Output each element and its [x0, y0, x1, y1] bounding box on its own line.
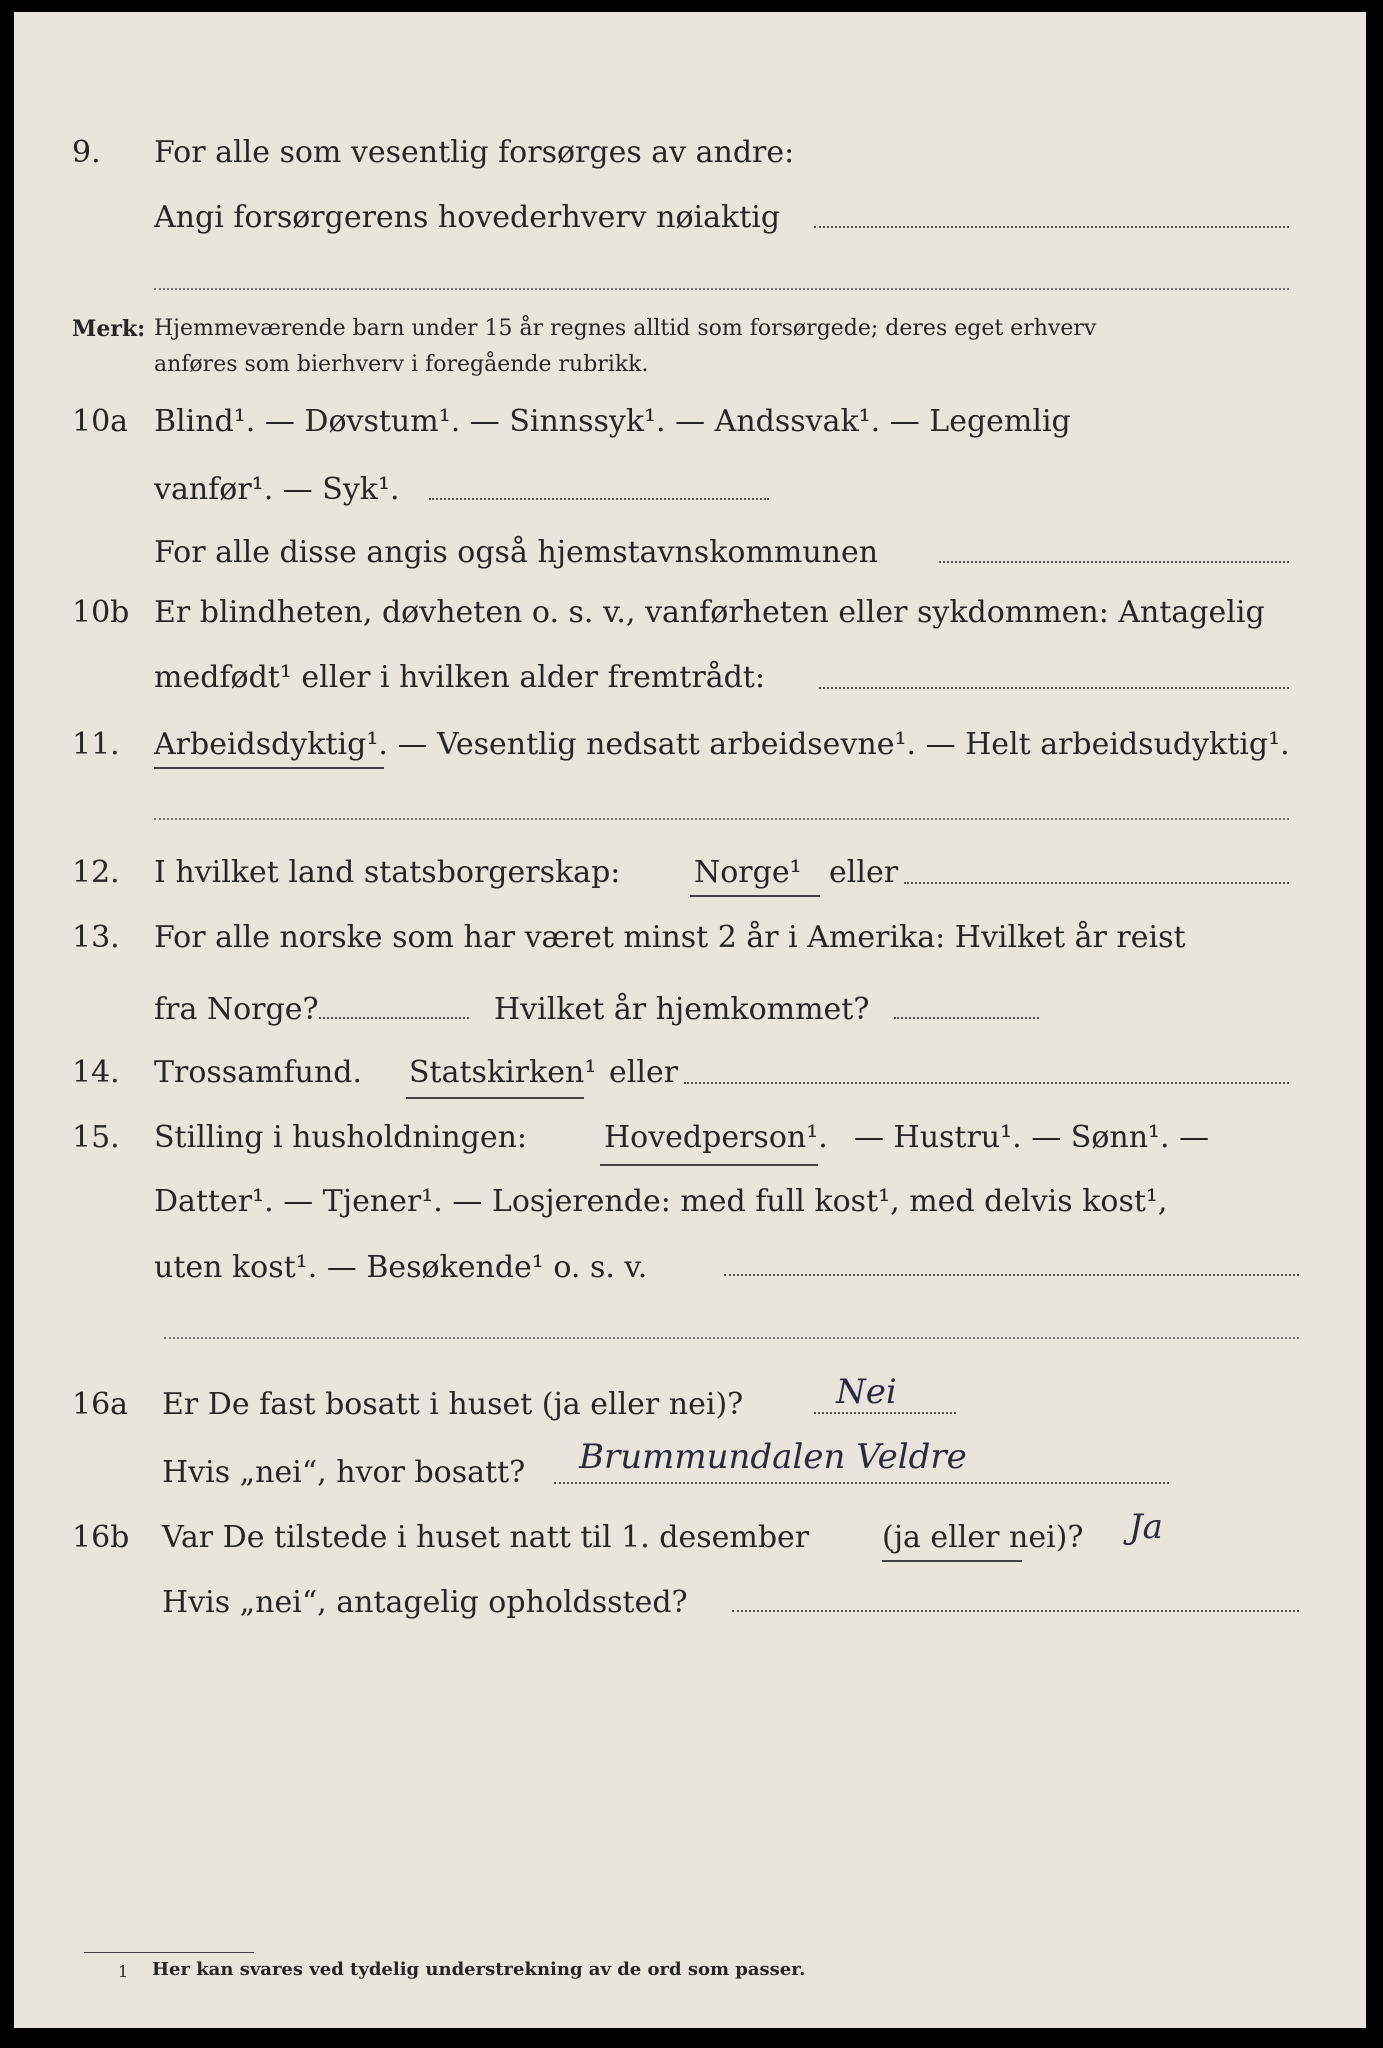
- q10b-number: 10b: [72, 595, 130, 630]
- q16b-line1a: Var De tilstede i huset natt til 1. desember: [162, 1520, 810, 1555]
- footnote-number: 1: [118, 1962, 129, 1981]
- q10a-number: 10a: [72, 404, 129, 439]
- q14-other-field[interactable]: [684, 1082, 1289, 1084]
- q10a-syk-field[interactable]: [429, 498, 769, 500]
- q12-line1: I hvilket land statsborgerskap:: [154, 855, 621, 890]
- q16b-opholdssted-field[interactable]: [732, 1610, 1299, 1612]
- q9-line2: Angi forsørgerens hovederhverv nøiaktig: [154, 200, 781, 235]
- q13-line2b: Hvilket år hjemkommet?: [494, 992, 870, 1027]
- q13-hjemkommet-field[interactable]: [894, 1017, 1039, 1019]
- q15-line1a: Stilling i husholdningen:: [154, 1120, 528, 1155]
- q10b-line2: medfødt¹ eller i hvilken alder fremtrådt:: [154, 660, 765, 695]
- q11-underline-arbeidsdyktig: [154, 767, 384, 769]
- q9-answer-field[interactable]: [814, 226, 1289, 228]
- q11-blank-line[interactable]: [154, 818, 1289, 820]
- q13-reist-field[interactable]: [319, 1017, 469, 1019]
- q15-blank-line[interactable]: [164, 1337, 1299, 1339]
- q13-line1: For alle norske som har været minst 2 år i Amerika: Hvilket år reist: [154, 920, 1186, 955]
- q15-underline-hovedperson: [600, 1164, 818, 1166]
- q15-number: 15.: [72, 1120, 120, 1155]
- q16b-underline-ja-eller: [882, 1560, 1022, 1562]
- q16a-answer2-field[interactable]: [554, 1482, 1169, 1484]
- q10a-line3: For alle disse angis også hjemstavnskommunen: [154, 535, 879, 570]
- q9-number: 9.: [72, 135, 101, 170]
- q12-tail: eller: [829, 855, 899, 890]
- q16a-line2: Hvis „nei“, hvor bosatt?: [162, 1455, 526, 1490]
- q16a-line1: Er De fast bosatt i huset (ja eller nei)?: [162, 1387, 744, 1422]
- q16b-number: 16b: [72, 1520, 130, 1555]
- q12-number: 12.: [72, 855, 120, 890]
- q9-blank-line[interactable]: [154, 288, 1289, 290]
- q16a-answer-nei: Nei: [836, 1372, 897, 1412]
- q16a-number: 16a: [72, 1387, 129, 1422]
- q16a-answer-bosatt: Brummundalen Veldre: [579, 1437, 967, 1477]
- q12-option-norge: Norge¹: [694, 855, 802, 890]
- q12-underline-norge: [690, 895, 820, 897]
- q14-label: Trossamfund.: [154, 1055, 363, 1090]
- footnote-separator: [84, 1952, 254, 1953]
- q10a-line2: vanfør¹. — Syk¹.: [154, 472, 400, 507]
- q10b-alder-field[interactable]: [819, 687, 1289, 689]
- q11-line1: Arbeidsdyktig¹. — Vesentlig nedsatt arbeidsevne¹. — Helt arbeidsudyktig¹.: [154, 727, 1290, 762]
- q15-option-hovedperson: Hovedperson¹.: [604, 1120, 828, 1155]
- merk-label: Merk:: [72, 316, 146, 342]
- q13-line2a: fra Norge?: [154, 992, 319, 1027]
- q16a-answer1-field[interactable]: [814, 1412, 956, 1414]
- q14-number: 14.: [72, 1055, 120, 1090]
- q9-line1: For alle som vesentlig forsørges av andre:: [154, 135, 795, 170]
- footnote-text: Her kan svares ved tydelig understrekning av de ord som passer.: [152, 1959, 806, 1980]
- q10a-kommune-field[interactable]: [939, 561, 1289, 563]
- q14-option-statskirken: Statskirken¹: [409, 1055, 597, 1090]
- merk-line2: anføres som bierhverv i foregående rubrikk.: [154, 352, 649, 377]
- q15-answer-field[interactable]: [724, 1274, 1299, 1276]
- q10b-line1: Er blindheten, døvheten o. s. v., vanførheten eller sykdommen: Antagelig: [154, 595, 1265, 630]
- merk-line1: Hjemmeværende barn under 15 år regnes alltid som forsørgede; deres eget erhverv: [154, 316, 1097, 341]
- q11-number: 11.: [72, 727, 120, 762]
- q14-underline-statskirken: [406, 1097, 584, 1099]
- q13-number: 13.: [72, 920, 120, 955]
- census-form-page: [14, 12, 1366, 2028]
- q14-tail: eller: [609, 1055, 679, 1090]
- q15-line2: Datter¹. — Tjener¹. — Losjerende: med full kost¹, med delvis kost¹,: [154, 1184, 1168, 1219]
- q15-line1c: — Hustru¹. — Sønn¹. —: [854, 1120, 1210, 1155]
- q16b-line1b: (ja eller nei)?: [882, 1520, 1084, 1555]
- q12-other-field[interactable]: [904, 882, 1289, 884]
- q10a-line1: Blind¹. — Døvstum¹. — Sinnssyk¹. — Andssvak¹. — Legemlig: [154, 404, 1071, 439]
- q16b-line2: Hvis „nei“, antagelig opholdssted?: [162, 1585, 688, 1620]
- q15-line3: uten kost¹. — Besøkende¹ o. s. v.: [154, 1250, 648, 1285]
- q16b-answer-ja: Ja: [1129, 1507, 1163, 1547]
